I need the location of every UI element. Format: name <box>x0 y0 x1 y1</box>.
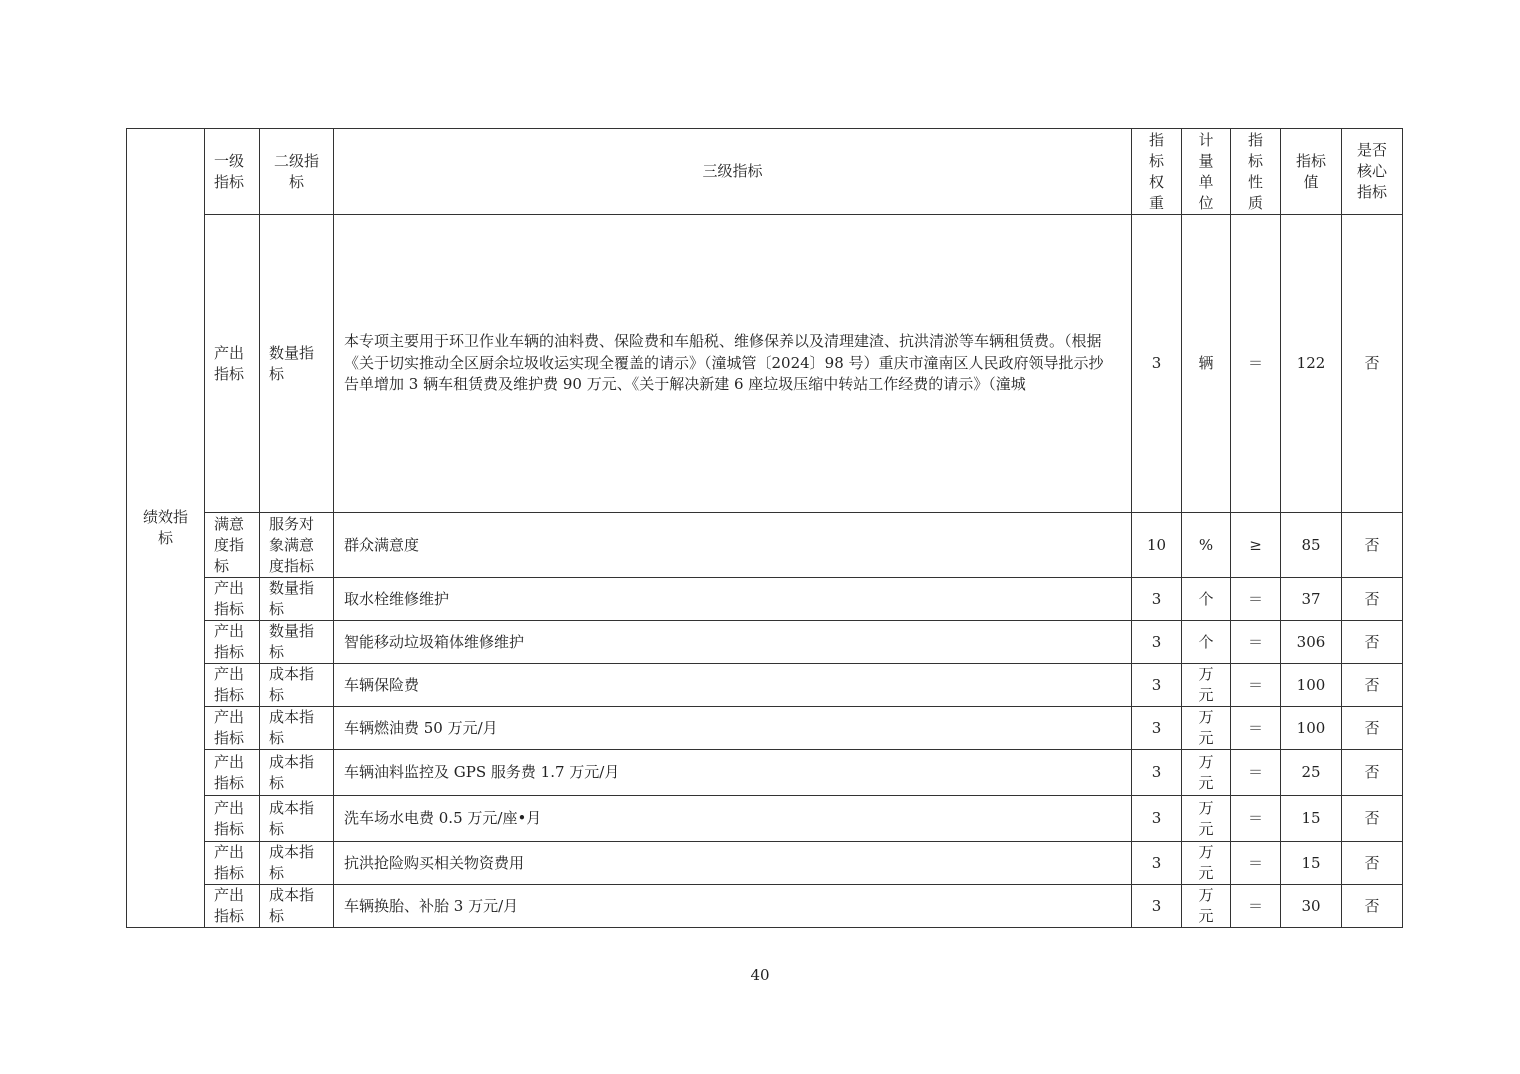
row-unit-cell <box>1182 842 1231 885</box>
row-unit-cell <box>1182 707 1231 750</box>
table-row <box>127 885 1403 928</box>
row-level1: 产出指标 <box>205 842 260 885</box>
row-nature: ＝ <box>1231 215 1281 513</box>
row-level2: 成本指标 <box>260 750 334 796</box>
row-level2: 数量指标 <box>260 578 334 621</box>
row-core: 否 <box>1342 707 1403 750</box>
header-value-cell <box>1281 129 1342 215</box>
header-core: 是否核心指标 <box>1356 141 1387 201</box>
row-unit: 个 <box>1182 578 1231 621</box>
header-nature: 指标性质 <box>1247 130 1263 212</box>
row-unit: 万元 <box>1198 843 1214 882</box>
row-unit: 万元 <box>1198 665 1214 704</box>
row-unit: 辆 <box>1182 215 1231 513</box>
group-label: 绩效指标 <box>142 508 188 547</box>
row-weight: 3 <box>1132 621 1182 664</box>
row-core: 否 <box>1342 885 1403 928</box>
row-weight: 3 <box>1132 796 1182 842</box>
header-value: 指标值 <box>1295 151 1326 191</box>
row-level1: 满意度指标 <box>205 513 260 578</box>
row-unit-cell <box>1182 750 1231 796</box>
row-level3-cell <box>334 215 1132 513</box>
performance-indicator-table <box>126 128 1403 928</box>
row-weight: 10 <box>1132 513 1182 578</box>
row-nature: ≥ <box>1231 513 1281 578</box>
row-level2: 数量指标 <box>260 215 334 513</box>
row-level3: 车辆燃油费 50 万元/月 <box>334 707 1132 750</box>
row-level2: 成本指标 <box>260 664 334 707</box>
header-unit-cell <box>1182 129 1231 215</box>
row-unit: 万元 <box>1198 798 1214 838</box>
header-level1: 一级指标 <box>205 129 260 215</box>
row-weight: 3 <box>1132 885 1182 928</box>
row-value: 122 <box>1281 215 1342 513</box>
row-nature: ＝ <box>1231 707 1281 750</box>
row-unit: 万元 <box>1198 708 1214 747</box>
row-nature: ＝ <box>1231 796 1281 842</box>
row-value: 25 <box>1281 750 1342 796</box>
row-level2: 成本指标 <box>260 707 334 750</box>
header-weight-cell <box>1132 129 1182 215</box>
header-level3: 三级指标 <box>334 129 1132 215</box>
row-weight: 3 <box>1132 215 1182 513</box>
row-level1: 产出指标 <box>205 885 260 928</box>
row-unit: % <box>1182 513 1231 578</box>
row-value: 85 <box>1281 513 1342 578</box>
group-label-cell <box>127 129 205 928</box>
row-weight: 3 <box>1132 578 1182 621</box>
row-level3: 洗车场水电费 0.5 万元/座•月 <box>334 796 1132 842</box>
header-row <box>127 129 1403 215</box>
row-level2: 成本指标 <box>260 796 334 842</box>
row-level2: 成本指标 <box>260 885 334 928</box>
table-row <box>127 578 1403 621</box>
row-level1: 产出指标 <box>205 750 260 796</box>
row-level3: 群众满意度 <box>334 513 1132 578</box>
table-row <box>127 621 1403 664</box>
row-core: 否 <box>1342 796 1403 842</box>
row-value: 37 <box>1281 578 1342 621</box>
row-core: 否 <box>1342 513 1403 578</box>
table-row <box>127 215 1403 513</box>
row-level3: 车辆保险费 <box>334 664 1132 707</box>
row-core: 否 <box>1342 578 1403 621</box>
row-level1: 产出指标 <box>205 664 260 707</box>
row-level3: 本专项主要用于环卫作业车辆的油料费、保险费和车船税、维修保养以及清理建渣、抗洪清淤等车辆租赁费。（根据《关于切实推动全区厨余垃圾收运实现全覆盖的请示》（潼城管〔2024〕98 号）重庆市潼南区人民政府领导批示抄告单增加 3 辆车租赁费及维护费 90 万元、《关于解决新建 6 座垃圾压缩中转站工作经费的请示》（潼城 <box>344 332 1104 394</box>
row-level3: 智能移动垃圾箱体维修维护 <box>334 621 1132 664</box>
header-weight: 指标权重 <box>1148 130 1164 212</box>
header-nature-cell <box>1231 129 1281 215</box>
row-nature: ＝ <box>1231 578 1281 621</box>
row-level1: 产出指标 <box>205 215 260 513</box>
row-core: 否 <box>1342 215 1403 513</box>
row-nature: ＝ <box>1231 885 1281 928</box>
row-weight: 3 <box>1132 750 1182 796</box>
row-level1: 产出指标 <box>205 621 260 664</box>
table-row <box>127 750 1403 796</box>
row-core: 否 <box>1342 750 1403 796</box>
row-level2: 数量指标 <box>260 621 334 664</box>
row-core: 否 <box>1342 621 1403 664</box>
header-level2: 二级指标 <box>260 129 334 215</box>
table-row <box>127 796 1403 842</box>
row-nature: ＝ <box>1231 664 1281 707</box>
table-row <box>127 707 1403 750</box>
row-level3: 抗洪抢险购买相关物资费用 <box>334 842 1132 885</box>
table-row <box>127 664 1403 707</box>
row-value: 15 <box>1281 796 1342 842</box>
table-row <box>127 842 1403 885</box>
row-nature: ＝ <box>1231 842 1281 885</box>
row-value: 15 <box>1281 842 1342 885</box>
row-level3: 取水栓维修维护 <box>334 578 1132 621</box>
row-value: 306 <box>1281 621 1342 664</box>
row-unit: 个 <box>1182 621 1231 664</box>
header-unit: 计量单位 <box>1198 130 1214 212</box>
row-value: 100 <box>1281 707 1342 750</box>
row-nature: ＝ <box>1231 621 1281 664</box>
row-core: 否 <box>1342 664 1403 707</box>
row-weight: 3 <box>1132 664 1182 707</box>
row-level3: 车辆换胎、补胎 3 万元/月 <box>334 885 1132 928</box>
header-core-cell <box>1342 129 1403 215</box>
row-core: 否 <box>1342 842 1403 885</box>
row-level2: 服务对象满意度指标 <box>260 513 334 578</box>
row-unit-cell <box>1182 664 1231 707</box>
row-level1: 产出指标 <box>205 796 260 842</box>
row-level3: 车辆油料监控及 GPS 服务费 1.7 万元/月 <box>334 750 1132 796</box>
row-level2: 成本指标 <box>260 842 334 885</box>
row-level1: 产出指标 <box>205 707 260 750</box>
row-unit-cell <box>1182 885 1231 928</box>
row-weight: 3 <box>1132 842 1182 885</box>
row-level1: 产出指标 <box>205 578 260 621</box>
page-number: 40 <box>750 966 770 984</box>
row-value: 100 <box>1281 664 1342 707</box>
row-unit-cell <box>1182 796 1231 842</box>
table-row <box>127 513 1403 578</box>
row-value: 30 <box>1281 885 1342 928</box>
row-weight: 3 <box>1132 707 1182 750</box>
row-nature: ＝ <box>1231 750 1281 796</box>
row-unit: 万元 <box>1198 886 1214 925</box>
row-unit: 万元 <box>1198 752 1214 792</box>
